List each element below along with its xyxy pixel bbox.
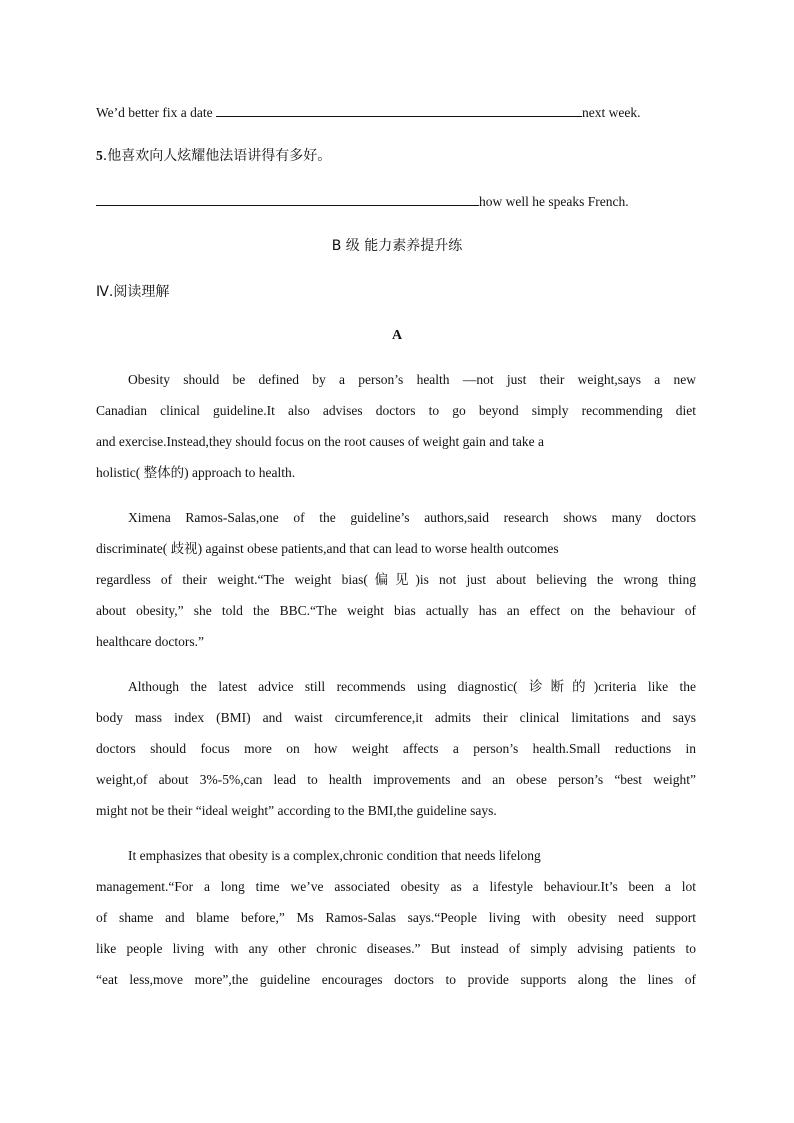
paragraph-line: weight,of about 3%-5%,can lead to health improvements and an obese person’s “best weight” [96,772,696,787]
paragraph-line: Obesity should be defined by a person’s health —not just their weight,says a new [128,372,696,387]
paragraph-line: Canadian clinical guideline.It also advises doctors to go beyond simply recommending diet [96,403,696,418]
section-b-heading: B 级 能力素养提升练 [331,238,463,254]
passage-title: A [391,328,403,343]
q4-sentence [96,102,640,123]
paragraph-line: and exercise.Instead,they should focus on the root causes of weight gain and take a [96,434,544,449]
q4-text-before: We’d better fix a date [96,105,216,120]
q5-text-after: how well he speaks French. [479,194,629,209]
paragraph-line: might not be their “ideal weight” according to the BMI,the guideline says. [96,803,497,818]
passage-paragraph-3 [96,671,696,826]
passage-paragraph-1 [96,364,696,488]
paragraph-line: doctors should focus more on how weight affects a person’s health.Small reductions in [96,741,696,756]
paragraph-line: It emphasizes that obesity is a complex,chronic condition that needs lifelong [128,848,541,863]
paragraph-line: like people living with any other chronic diseases.” But instead of simply advising patients to [96,941,696,956]
paragraph-line: healthcare doctors.” [96,634,204,649]
passage-paragraph-4 [96,840,696,995]
q5-prompt [96,146,331,166]
q5-number: 5 [96,148,103,163]
q4-answer-blank[interactable] [216,102,582,117]
q5-chinese-sentence: .他喜欢向人炫耀他法语讲得有多好。 [102,148,332,164]
paragraph-line: body mass index (BMI) and waist circumference,it admits their clinical limitations and says [96,710,696,725]
q5-sentence [96,191,629,212]
paragraph-line: discriminate( 歧视) against obese patients,and that can lead to worse health outcomes [96,541,559,556]
paragraph-line: management.“For a long time we’ve associated obesity as a lifestyle behaviour.It’s been a lot [96,879,696,894]
paragraph-line: holistic( 整体的) approach to health. [96,465,296,480]
passage-paragraph-2 [96,502,696,657]
paragraph-line: Although the latest advice still recommends using diagnostic( 诊断的)criteria like the [128,679,696,694]
section-iv-heading: Ⅳ.阅读理解 [96,284,170,300]
paragraph-line: about obesity,” she told the BBC.“The weight bias actually has an effect on the behaviour of [96,603,696,618]
paragraph-line: of shame and blame before,” Ms Ramos-Salas says.“People living with obesity need support [96,910,696,925]
paragraph-line: “eat less,move more”,the guideline encourages doctors to provide supports along the lines of [96,972,696,987]
q4-text-after: next week. [581,105,641,120]
paragraph-line: regardless of their weight.“The weight bias(偏见)is not just about believing the wrong thing [96,572,696,587]
q5-answer-blank[interactable] [96,191,479,206]
paragraph-line: Ximena Ramos-Salas,one of the guideline’s authors,said research shows many doctors [128,510,696,525]
